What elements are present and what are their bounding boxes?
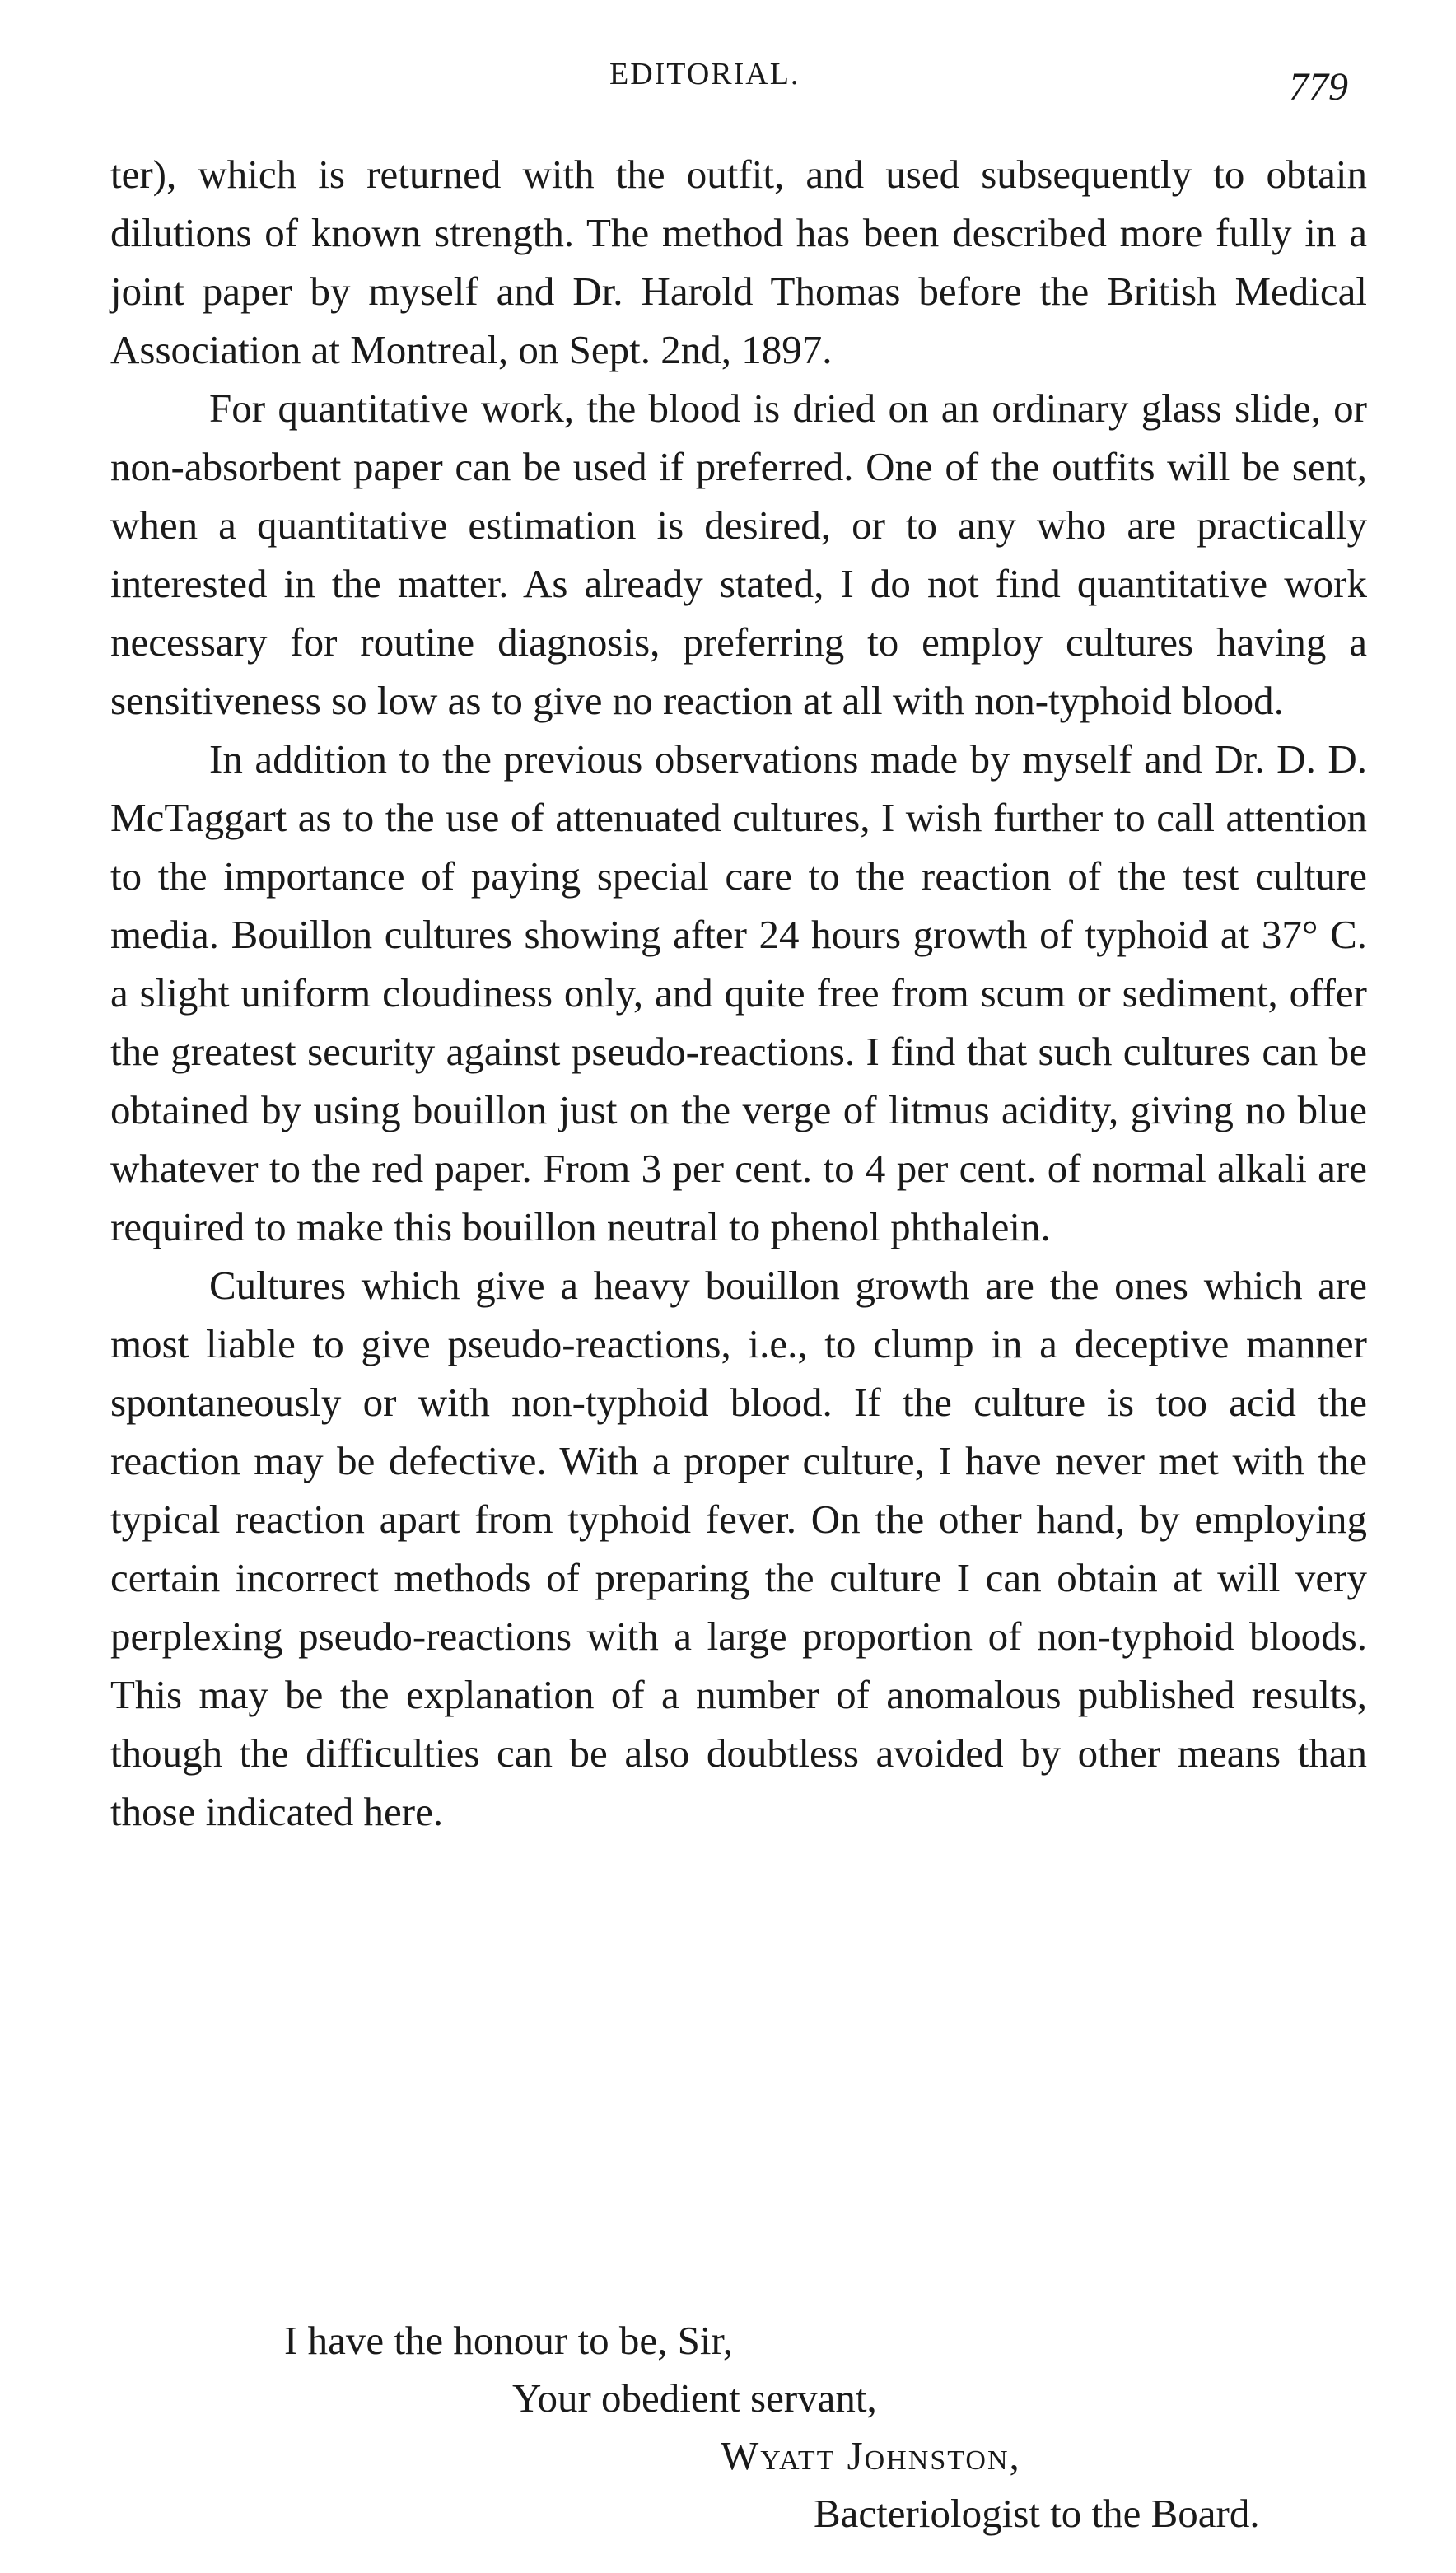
letter-body	[110, 145, 1367, 1841]
page-number: 779	[1289, 65, 1348, 109]
running-header: EDITORIAL.	[609, 57, 800, 91]
closing-salutation: I have the honour to be, Sir,	[284, 2318, 734, 2363]
paragraph-3: In addition to the previous observations made by myself and Dr. D. D. McTaggart as to the use of attenuated cultures, I wish further to call attention to the importance of paying special care to the reaction of the test culture media. Bouillon cultures showing after 24 hours growth of typhoid at 37° C. a slight uniform cloudiness only, and quite free from scum or sediment, offer the greatest security against pseudo-reactions. I find that such cultures can be obtained by using bouillon just on the verge of litmus acidity, giving no blue whatever to the red paper. From 3 per cent. to 4 per cent. of normal alkali are required to make this bouillon neutral to phenol phthalein.	[110, 736, 1367, 1249]
paragraph-1: ter), which is returned with the outfit, and used subsequently to obtain dilutions of known strength. The method has been described more fully in a joint paper by myself and Dr. Harold Thomas before the British Medical Association at Montreal, on Sept. 2nd, 1897.	[110, 152, 1367, 372]
signatory-name: Wyatt Johnston,	[721, 2433, 1021, 2478]
closing-valediction: Your obedient servant,	[512, 2375, 877, 2421]
paragraph-2: For quantitative work, the blood is dried on an ordinary glass slide, or non-absorbent paper can be used if preferred. One of the outfits will be sent, when a quantitative estimation is desired, or to any who are practically interested in the matter. As already stated, I do not find quantitative work necessary for routine diagnosis, preferring to employ cultures having a sensitiveness so low as to give no reaction at all with non-typhoid blood.	[110, 385, 1367, 723]
signatory-title: Bacteriologist to the Board.	[814, 2491, 1260, 2536]
paragraph-4: Cultures which give a heavy bouillon growth are the ones which are most liable to give pseudo-reactions, i.e., to clump in a deceptive manner spontaneously or with non-typhoid blood. If the culture is too acid the reaction may be defective. With a proper culture, I have never met with the typical reaction apart from typhoid fever. On the other hand, by employing certain incorrect methods of preparing the culture I can obtain at will very perplexing pseudo-reactions with a large proportion of non-typhoid bloods. This may be the explanation of a number of anomalous published results, though the difficulties can be also doubtless avoided by other means than those indicated here.	[110, 1263, 1367, 1834]
